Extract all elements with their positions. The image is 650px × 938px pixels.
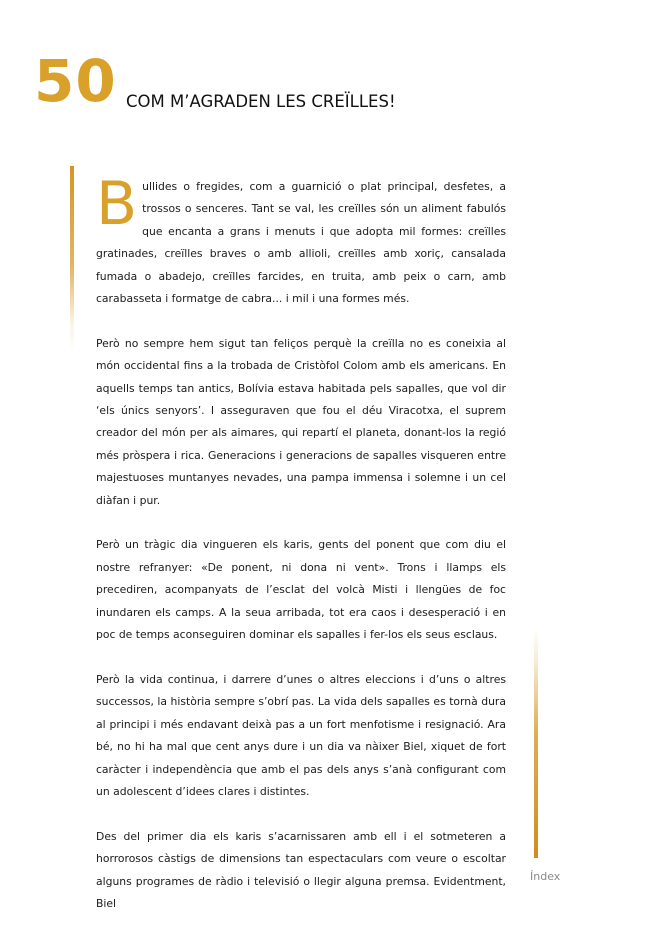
paragraph-2: Però no sempre hem sigut tan feliços perquè la creïlla no es coneixia al món occidental fins a la trobada de Cristòfol Colom amb els americans. En aquells temps tan antics, Bolívia estava habitada pels sapalles, que vol dir ‘els únics senyors’. I asseguraven que fou el déu Viracotxa, el suprem creador del món per als aimares, qui repartí el planeta, donant-los la regió més pròspera i rica. Generacions i generacions de sapalles visqueren entre majestuoses muntanyes nevades, una pampa immensa i solemne i un cel diàfan i pur.	[96, 336, 506, 507]
paragraph-3: Però un tràgic dia vingueren els karis, gents del ponent que com diu el nostre refranyer: «De ponent, ni dona ni vent». Trons i llamps els precediren, acompanyats de l’esclat del volcà Misti i llengües de foc inundaren els camps. A la seua arribada, tot era caos i desesperació i en poc de temps aconseguiren dominar els sapalles i fer-los els seus esclaus.	[96, 538, 506, 642]
index-link[interactable]: Índex	[530, 870, 561, 883]
paragraph-5: Des del primer dia els karis s’acarnissaren amb ell i el sotmeteren a horrorosos càstigs de dimensions tan espectaculars com veure o escoltar alguns programes de ràdio i televisió o llegir alguna premsa. Evidentment, Biel	[96, 829, 506, 910]
article-body	[96, 169, 506, 938]
chapter-number: 50	[34, 47, 117, 115]
chapter-title: COM M’AGRADEN LES CREÏLLES!	[126, 92, 396, 111]
paragraph-1	[96, 169, 506, 310]
dropcap-letter: B	[96, 169, 138, 239]
left-accent-bar	[70, 166, 74, 351]
right-accent-bar	[534, 628, 538, 858]
paragraph-1-text: ullides o fregides, com a guarnició o plat principal, desfetes, a trossos o senceres. Tant se val, les creïlles són un aliment fabulós que encanta a grans i menuts i que adopta mil formes: creïlles gratinades, creïlles braves o amb allioli, creïlles amb xoriç, cansalada fumada o abadejo, creïlles farcides, en truita, amb peix o carn, amb carabasseta i formatge de cabra... i mil i una formes més.	[96, 180, 506, 306]
paragraph-4: Però la vida continua, i darrere d’unes o altres eleccions i d’uns o altres successos, la història sempre s’obrí pas. La vida dels sapalles es tornà dura al principi i més endavant deixà pas a un fort menfotisme i resignació. Ara bé, no hi ha mal que cent anys dure i un dia va nàixer Biel, xiquet de fort caràcter i independència que amb el pas dels anys s’anà configurant com un adolescent d’idees clares i distintes.	[96, 672, 506, 798]
